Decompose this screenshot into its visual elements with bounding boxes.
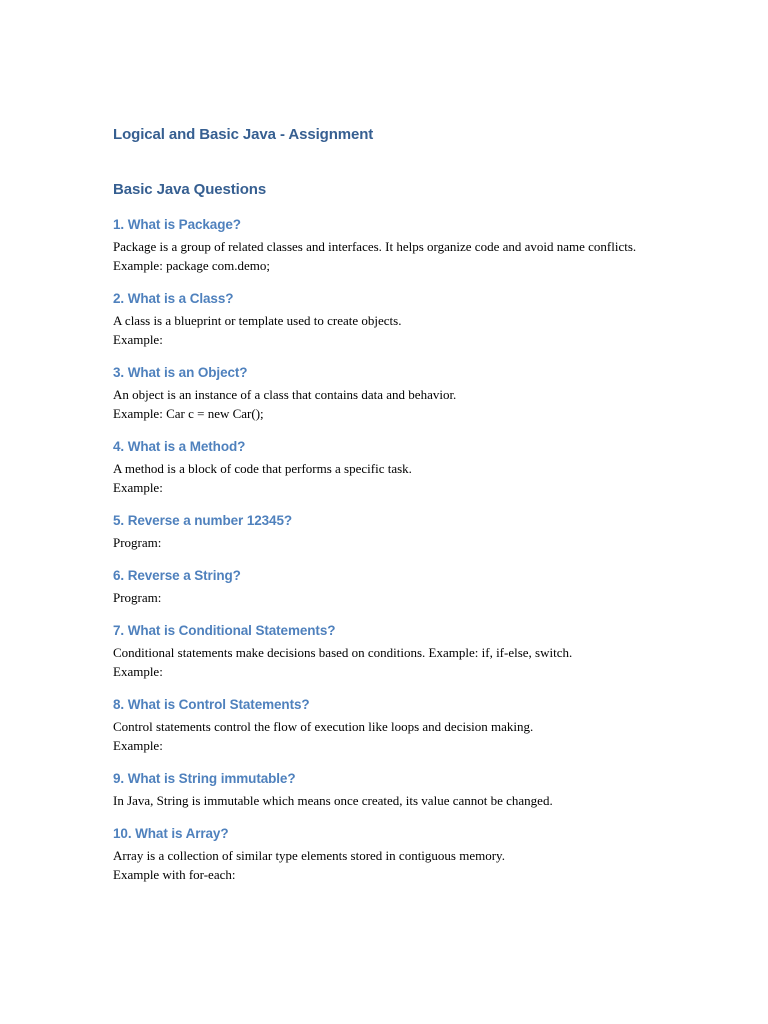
question-heading: 5. Reverse a number 12345? bbox=[113, 513, 293, 528]
answer-line: A method is a block of code that performs a specific task. bbox=[113, 461, 412, 476]
answer-line: Program: bbox=[113, 535, 162, 550]
question-heading: 9. What is String immutable? bbox=[113, 771, 296, 786]
answer-line: Package is a group of related classes and interfaces. It helps organize code and avoid name conflicts. bbox=[113, 239, 637, 254]
question-heading: 7. What is Conditional Statements? bbox=[113, 623, 336, 638]
question-answer bbox=[113, 533, 673, 552]
question-5 bbox=[113, 511, 673, 552]
question-answer bbox=[113, 717, 673, 755]
question-6 bbox=[113, 566, 673, 607]
question-3 bbox=[113, 363, 673, 423]
answer-line: Example: bbox=[113, 332, 163, 347]
question-7 bbox=[113, 621, 673, 681]
question-4 bbox=[113, 437, 673, 497]
answer-line: Example: package com.demo; bbox=[113, 258, 271, 273]
question-heading: 4. What is a Method? bbox=[113, 439, 246, 454]
question-10 bbox=[113, 824, 673, 884]
answer-line: Conditional statements make decisions based on conditions. Example: if, if-else, switch. bbox=[113, 645, 573, 660]
question-answer bbox=[113, 588, 673, 607]
question-answer bbox=[113, 459, 673, 497]
answer-line: An object is an instance of a class that contains data and behavior. bbox=[113, 387, 457, 402]
question-answer bbox=[113, 643, 673, 681]
question-heading: 3. What is an Object? bbox=[113, 365, 248, 380]
document-title: Logical and Basic Java - Assignment bbox=[113, 126, 374, 143]
question-9 bbox=[113, 769, 673, 810]
answer-line: Control statements control the flow of execution like loops and decision making. bbox=[113, 719, 534, 734]
question-answer bbox=[113, 385, 673, 423]
question-answer bbox=[113, 791, 673, 810]
answer-line: A class is a blueprint or template used to create objects. bbox=[113, 313, 402, 328]
question-heading: 10. What is Array? bbox=[113, 826, 229, 841]
question-2 bbox=[113, 289, 673, 349]
answer-line: Example: Car c = new Car(); bbox=[113, 406, 264, 421]
question-answer bbox=[113, 311, 673, 349]
answer-line: Example: bbox=[113, 738, 163, 753]
question-answer bbox=[113, 237, 673, 275]
question-1 bbox=[113, 215, 673, 275]
question-8 bbox=[113, 695, 673, 755]
question-heading: 8. What is Control Statements? bbox=[113, 697, 310, 712]
section-title: Basic Java Questions bbox=[113, 181, 267, 198]
answer-line: Array is a collection of similar type elements stored in contiguous memory. bbox=[113, 848, 505, 863]
answer-line: Program: bbox=[113, 590, 162, 605]
question-heading: 6. Reverse a String? bbox=[113, 568, 241, 583]
answer-line: In Java, String is immutable which means once created, its value cannot be changed. bbox=[113, 793, 553, 808]
question-answer bbox=[113, 846, 673, 884]
question-heading: 2. What is a Class? bbox=[113, 291, 234, 306]
answer-line: Example with for-each: bbox=[113, 867, 236, 882]
answer-line: Example: bbox=[113, 480, 163, 495]
answer-line: Example: bbox=[113, 664, 163, 679]
document-content bbox=[113, 124, 673, 884]
question-heading: 1. What is Package? bbox=[113, 217, 241, 232]
